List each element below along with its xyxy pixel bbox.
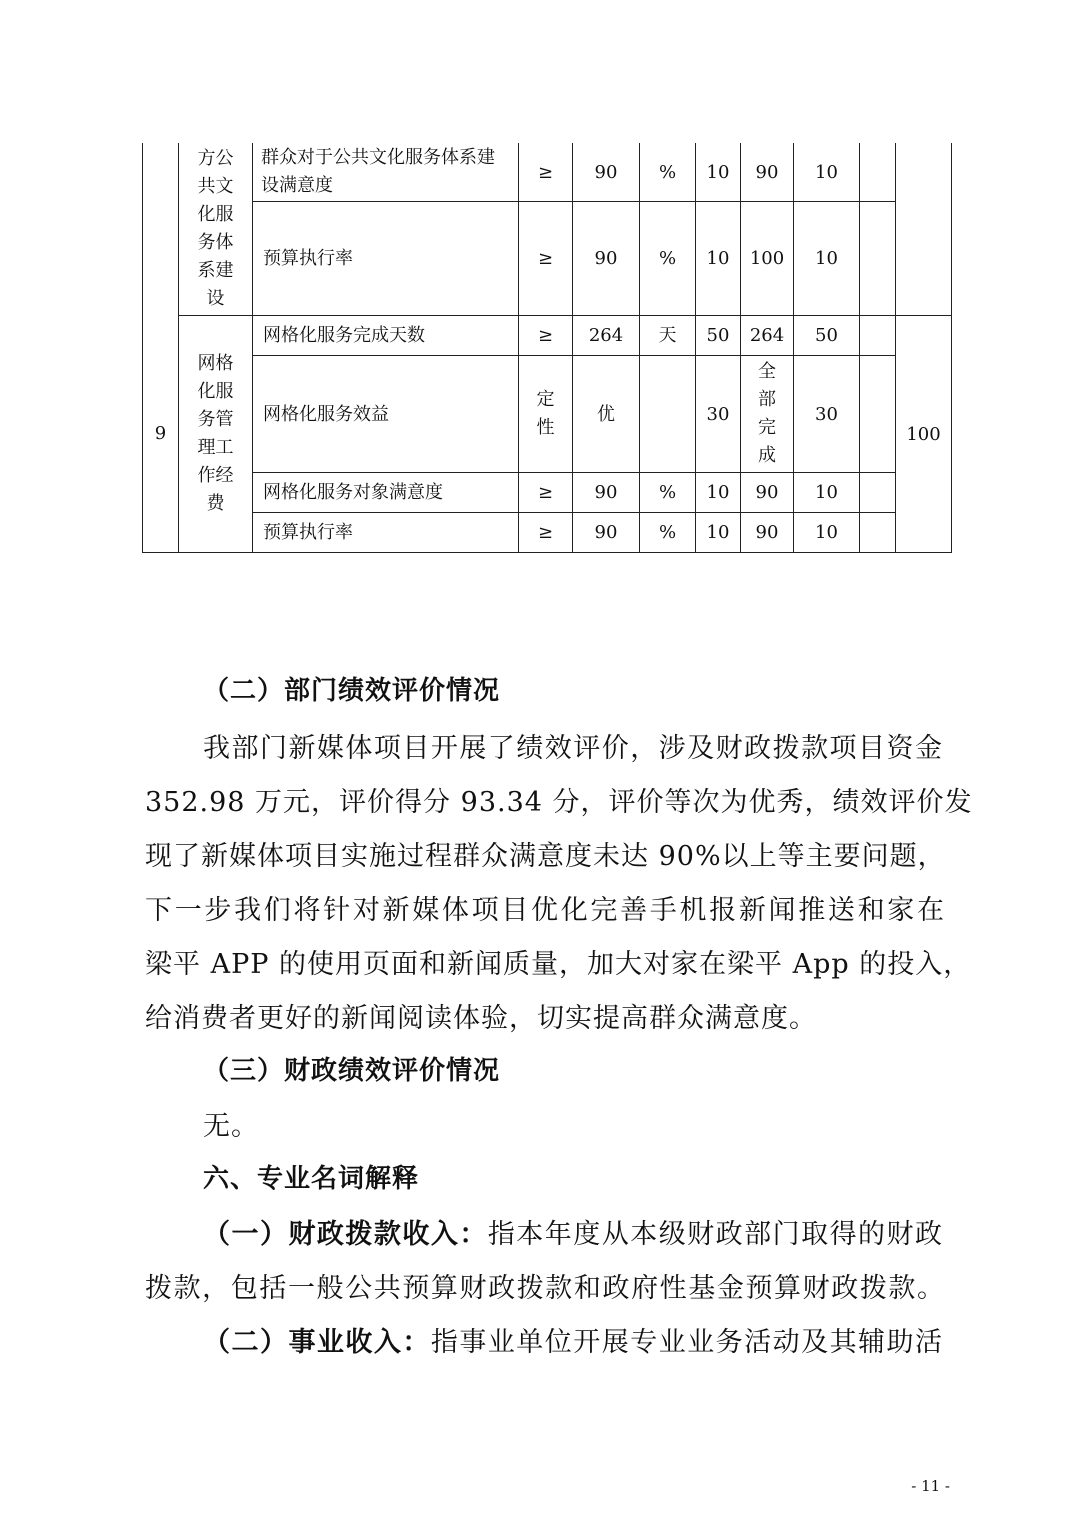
weight-cell: 10 <box>696 143 741 202</box>
indicator-cell: 预算执行率 <box>253 202 519 316</box>
target-cell: 264 <box>573 316 640 356</box>
total-cell: 100 <box>896 316 952 553</box>
weight-cell: 10 <box>696 202 741 316</box>
table-row <box>143 473 952 513</box>
project-name-line: 共文 <box>197 176 234 197</box>
operator-cell <box>519 356 573 473</box>
performance-table <box>142 143 952 553</box>
operator-cell: ≥ <box>519 316 573 356</box>
actual-cell <box>741 356 794 473</box>
glossary-term-line <box>203 1212 943 1251</box>
paragraph-line: 无。 <box>203 1111 259 1142</box>
unit-cell: % <box>640 143 696 202</box>
actual-line: 完 <box>758 417 776 438</box>
score-cell: 30 <box>794 356 860 473</box>
term-label: （一）财政拨款收入： <box>203 1219 488 1250</box>
paragraph-line: 下一步我们将针对新媒体项目优化完善手机报新闻推送和家在 <box>145 895 945 926</box>
actual-cell: 90 <box>741 143 794 202</box>
unit-cell: 天 <box>640 316 696 356</box>
note-cell <box>860 513 896 553</box>
weight-cell: 30 <box>696 356 741 473</box>
target-cell: 90 <box>573 513 640 553</box>
indicator-cell: 网格化服务完成天数 <box>253 316 519 356</box>
indicator-cell: 网格化服务效益 <box>253 356 519 473</box>
project-name-line: 务管 <box>197 409 234 430</box>
actual-line: 部 <box>758 389 776 410</box>
project-name-cell <box>179 316 253 553</box>
project-name-line: 费 <box>206 493 225 514</box>
project-name-cell-continued <box>179 143 253 316</box>
target-cell: 90 <box>573 143 640 202</box>
paragraph-line: 现了新媒体项目实施过程群众满意度未达 90%以上等主要问题， <box>145 841 946 872</box>
actual-cell: 90 <box>741 513 794 553</box>
paragraph-line: 给消费者更好的新闻阅读体验，切实提高群众满意度。 <box>145 1003 817 1034</box>
indicator-cell: 预算执行率 <box>253 513 519 553</box>
operator-line: 定 <box>536 389 555 410</box>
term-definition: 指事业单位开展专业业务活动及其辅助活 <box>430 1327 944 1358</box>
score-cell: 10 <box>794 473 860 513</box>
paragraph-line: 梁平 APP 的使用页面和新闻质量，加大对家在梁平 App 的投入， <box>145 949 972 980</box>
total-cell-continued <box>896 143 952 316</box>
weight-cell: 10 <box>696 513 741 553</box>
weight-cell: 10 <box>696 473 741 513</box>
unit-cell: % <box>640 473 696 513</box>
actual-cell: 264 <box>741 316 794 356</box>
operator-cell: ≥ <box>519 513 573 553</box>
project-name-line: 化服 <box>197 381 234 402</box>
actual-line: 成 <box>758 445 776 466</box>
unit-cell: % <box>640 202 696 316</box>
target-cell: 优 <box>573 356 640 473</box>
project-name-line: 方公 <box>197 148 234 169</box>
operator-cell: ≥ <box>519 473 573 513</box>
project-name-line: 务体 <box>197 232 234 253</box>
actual-cell: 100 <box>741 202 794 316</box>
project-name-line: 网格 <box>197 353 234 374</box>
project-name-line: 理工 <box>197 437 234 458</box>
indicator-cell: 群众对于公共文化服务体系建设满意度 <box>253 143 519 202</box>
term-label: （二）事业收入： <box>203 1327 431 1358</box>
note-cell <box>860 356 896 473</box>
operator-line: 性 <box>536 417 555 438</box>
unit-cell <box>640 356 696 473</box>
actual-line: 全 <box>758 361 776 382</box>
project-name-line: 作经 <box>197 465 234 486</box>
section-heading-glossary: 六、专业名词解释 <box>203 1164 420 1194</box>
note-cell <box>860 473 896 513</box>
paragraph-line: 拨款，包括一般公共预算财政拨款和政府性基金预算财政拨款。 <box>145 1273 945 1304</box>
glossary-term-line <box>203 1320 943 1359</box>
seq-cell-continued <box>143 143 179 316</box>
note-cell <box>860 143 896 202</box>
table-row <box>143 143 952 202</box>
project-name-line: 系建 <box>197 260 234 281</box>
table-row <box>143 316 952 356</box>
indicator-cell: 网格化服务对象满意度 <box>253 473 519 513</box>
weight-cell: 50 <box>696 316 741 356</box>
paragraph-line: 352.98 万元，评价得分 93.34 分，评价等次为优秀，绩效评价发 <box>145 787 973 818</box>
operator-cell: ≥ <box>519 202 573 316</box>
unit-cell: % <box>640 513 696 553</box>
project-name-line: 设 <box>206 288 225 309</box>
table-row <box>143 356 952 473</box>
target-cell: 90 <box>573 473 640 513</box>
table-row <box>143 202 952 316</box>
section-heading-fiscal-evaluation: （三）财政绩效评价情况 <box>203 1056 501 1086</box>
target-cell: 90 <box>573 202 640 316</box>
table-row <box>143 513 952 553</box>
paragraph-line: 我部门新媒体项目开展了绩效评价，涉及财政拨款项目资金 <box>203 733 943 764</box>
operator-cell: ≥ <box>519 143 573 202</box>
note-cell <box>860 316 896 356</box>
score-cell: 10 <box>794 143 860 202</box>
term-definition: 指本年度从本级财政部门取得的财政 <box>487 1219 944 1250</box>
score-cell: 10 <box>794 513 860 553</box>
seq-cell: 9 <box>143 316 179 553</box>
page-number: - 11 - <box>911 1477 950 1495</box>
score-cell: 50 <box>794 316 860 356</box>
note-cell <box>860 202 896 316</box>
section-heading-dept-evaluation: （二）部门绩效评价情况 <box>203 676 501 706</box>
project-name-line: 化服 <box>197 204 234 225</box>
score-cell: 10 <box>794 202 860 316</box>
actual-cell: 90 <box>741 473 794 513</box>
